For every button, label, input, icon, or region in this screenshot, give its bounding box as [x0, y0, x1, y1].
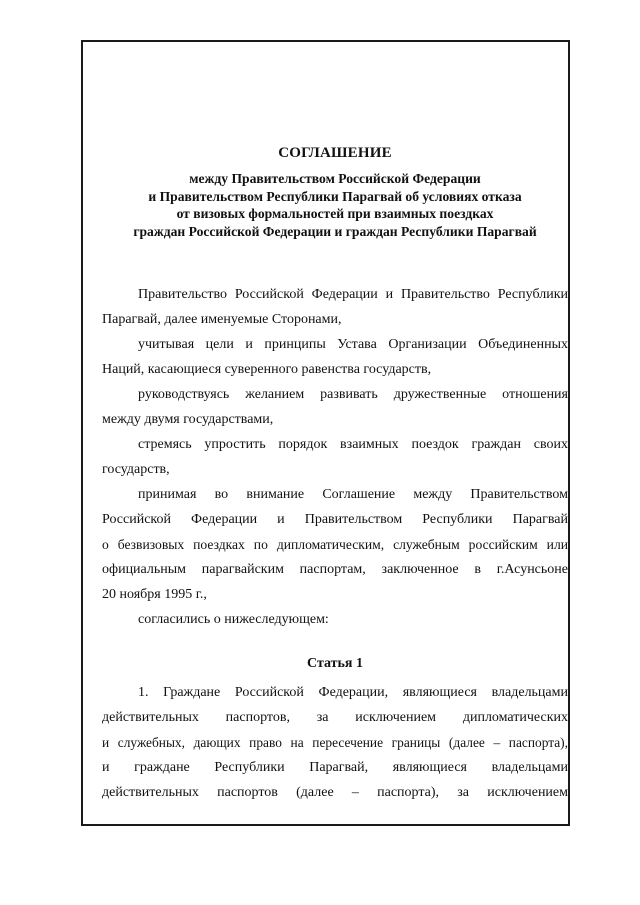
preamble-line: стремясь упростить порядок взаимных поездок граждан своих: [138, 437, 568, 452]
preamble-line: государств,: [102, 462, 170, 477]
article-body: [102, 680, 568, 805]
article-heading: Статья 1: [307, 656, 363, 671]
subtitle-line: и Правительством Республики Парагвай об условиях отказа: [148, 188, 522, 204]
preamble-line: Наций, касающиеся суверенного равенства государств,: [102, 362, 432, 377]
article-line: и служебных, дающих право на пересечение границы (далее – паспорта),: [102, 735, 568, 750]
preamble-line: Правительство Российской Федерации и Правительство Республики: [138, 287, 568, 302]
article-line: действительных паспортов (далее – паспорта), за исключением: [102, 785, 568, 800]
preamble-line: 20 ноября 1995 г.,: [102, 587, 207, 602]
preamble-line: руководствуясь желанием развивать дружественные отношения: [138, 387, 568, 402]
preamble-line: принимая во внимание Соглашение между Правительством: [138, 487, 568, 502]
article-line: действительных паспортов, за исключением дипломатических: [102, 710, 568, 725]
document-subtitle: [100, 170, 570, 240]
subtitle-line: между Правительством Российской Федерации: [189, 171, 481, 186]
preamble: [102, 282, 568, 632]
article-line: 1. Граждане Российской Федерации, являющиеся владельцами: [138, 685, 568, 700]
preamble-line: Парагвай, далее именуемые Сторонами,: [102, 312, 342, 327]
article-line: и граждане Республики Парагвай, являющиеся владельцами: [102, 760, 568, 775]
subtitle-line: граждан Российской Федерации и граждан Республики Парагвай: [133, 223, 537, 239]
preamble-line: Российской Федерации и Правительством Республики Парагвай: [102, 512, 568, 527]
preamble-line: согласились о нижеследующем:: [138, 612, 329, 627]
preamble-line: между двумя государствами,: [102, 412, 274, 427]
preamble-line: о безвизовых поездках по дипломатическим, служебным российским или: [102, 537, 568, 552]
document-title: СОГЛАШЕНИЕ: [278, 145, 392, 161]
subtitle-line: от визовых формальностей при взаимных поездках: [176, 206, 494, 221]
preamble-line: учитывая цели и принципы Устава Организации Объединенных: [138, 337, 568, 352]
preamble-line: официальным парагвайским паспортам, заключенное в г.Асунсьоне: [102, 562, 568, 577]
